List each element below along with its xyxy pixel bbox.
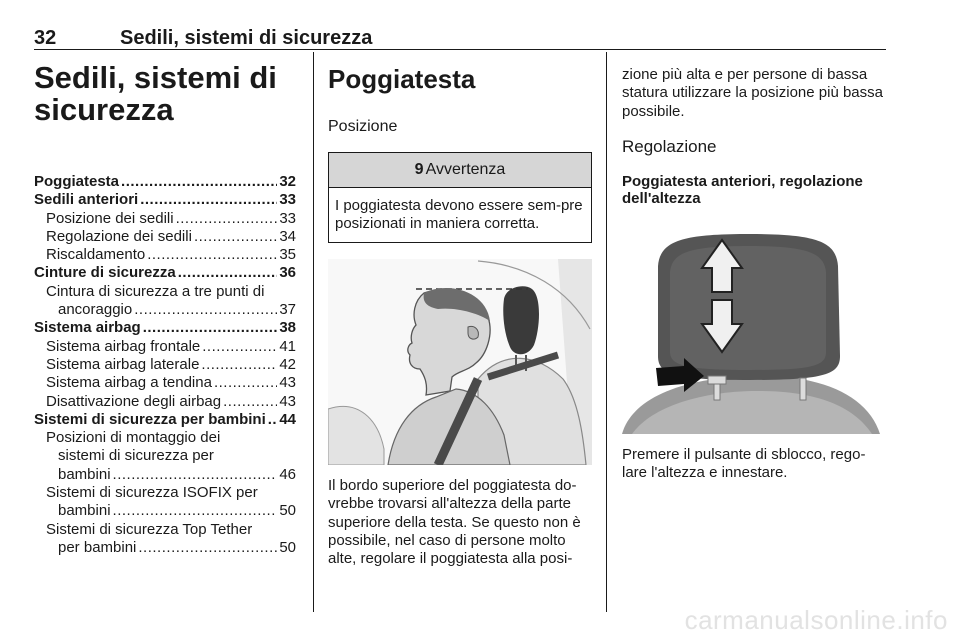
- toc-entry-poggiatesta[interactable]: Poggiatesta ..... 32: [34, 173, 296, 191]
- toc-entry-riscaldamento[interactable]: Riscaldamento ..... 35: [34, 246, 296, 264]
- toc-entry-montaggio-line2[interactable]: sistemi di sicurezza per: [58, 447, 214, 465]
- warning-icon: 9: [414, 161, 424, 178]
- toc-entry-cintura-tre-punti[interactable]: ancoraggio ..... 37: [34, 301, 296, 319]
- toc-entry-cinture[interactable]: Cinture di sicurezza ..... 36: [34, 264, 296, 282]
- toc-entry-toptether-line1[interactable]: Sistemi di sicurezza Top Tether: [46, 520, 253, 538]
- column-divider-1: [313, 52, 314, 612]
- warning-header: [329, 153, 591, 188]
- toc-entry-airbag-tendina[interactable]: Sistema airbag a tendina ..... 43: [34, 374, 296, 392]
- toc-entry-posizione-sedili[interactable]: Posizione dei sedili ..... 33: [34, 210, 296, 228]
- watermark: carmanualsonline.info: [684, 605, 948, 635]
- toc-entry-airbag-disattivazione[interactable]: Disattivazione degli airbag ..... 43: [34, 393, 296, 411]
- toc-entry-isofix-line1[interactable]: Sistemi di sicurezza ISOFIX per: [46, 484, 258, 502]
- toc-entry-bambini[interactable]: Sistemi di sicurezza per bambini ..... 44: [34, 411, 296, 429]
- front-headrest-subheading: Poggiatesta anteriori, regolazione dell'altezza: [622, 172, 863, 208]
- chapter-title: Sedili, sistemi di sicurezza: [34, 60, 277, 127]
- toc-entry-regolazione-sedili[interactable]: Regolazione dei sedili ..... 34: [34, 228, 296, 246]
- section-title: Poggiatesta: [328, 64, 476, 94]
- subsection-title: Posizione: [328, 118, 398, 135]
- headrest-adjustment-illustration: [622, 228, 880, 434]
- header-rule: [34, 49, 886, 50]
- toc-entry-airbag-frontale[interactable]: Sistema airbag frontale ..... 41: [34, 338, 296, 356]
- adjustment-heading: Regolazione: [622, 136, 717, 156]
- content-column-2: [328, 62, 592, 568]
- toc-column: [34, 62, 296, 557]
- running-title: Sedili, sistemi di sicurezza: [120, 27, 373, 49]
- page-number: 32: [34, 27, 57, 49]
- warning-box: [328, 152, 592, 243]
- toc-entry-toptether[interactable]: per bambini ..... 50: [34, 539, 296, 557]
- toc-entry-airbag[interactable]: Sistema airbag ..... 38: [34, 319, 296, 337]
- toc-entry-montaggio[interactable]: bambini ..... 46: [34, 466, 296, 484]
- toc-entry-sedili-anteriori[interactable]: Sedili anteriori ..... 33: [34, 191, 296, 209]
- position-paragraph: Il bordo superiore del poggiatesta do-vrebbe trovarsi all'altezza della parte superiore della testa. Se questo non è possibile, nel caso di persone molto alte, regolare il poggiatesta alla posi-: [328, 477, 581, 568]
- toc-entry-airbag-laterale[interactable]: Sistema airbag laterale ..... 42: [34, 356, 296, 374]
- toc-entry-isofix[interactable]: bambini ..... 50: [34, 502, 296, 520]
- headrest-position-illustration: [328, 259, 592, 465]
- warning-text: I poggiatesta devono essere sem-pre posizionati in maniera corretta.: [335, 197, 583, 232]
- column-divider-2: [606, 52, 607, 612]
- toc-entry-montaggio-line1[interactable]: Posizioni di montaggio dei: [46, 429, 221, 447]
- position-paragraph-continued: zione più alta e per persone di bassa statura utilizzare la posizione più bassa possibile.: [622, 66, 883, 120]
- toc-entry-cintura-tre-punti-line1[interactable]: Cintura di sicurezza a tre punti di: [46, 282, 265, 300]
- table-of-contents: [34, 173, 296, 557]
- content-column-3: [622, 62, 888, 482]
- adjustment-paragraph: Premere il pulsante di sblocco, rego-lare l'altezza e innestare.: [622, 445, 866, 482]
- warning-title: Avvertenza: [425, 161, 506, 178]
